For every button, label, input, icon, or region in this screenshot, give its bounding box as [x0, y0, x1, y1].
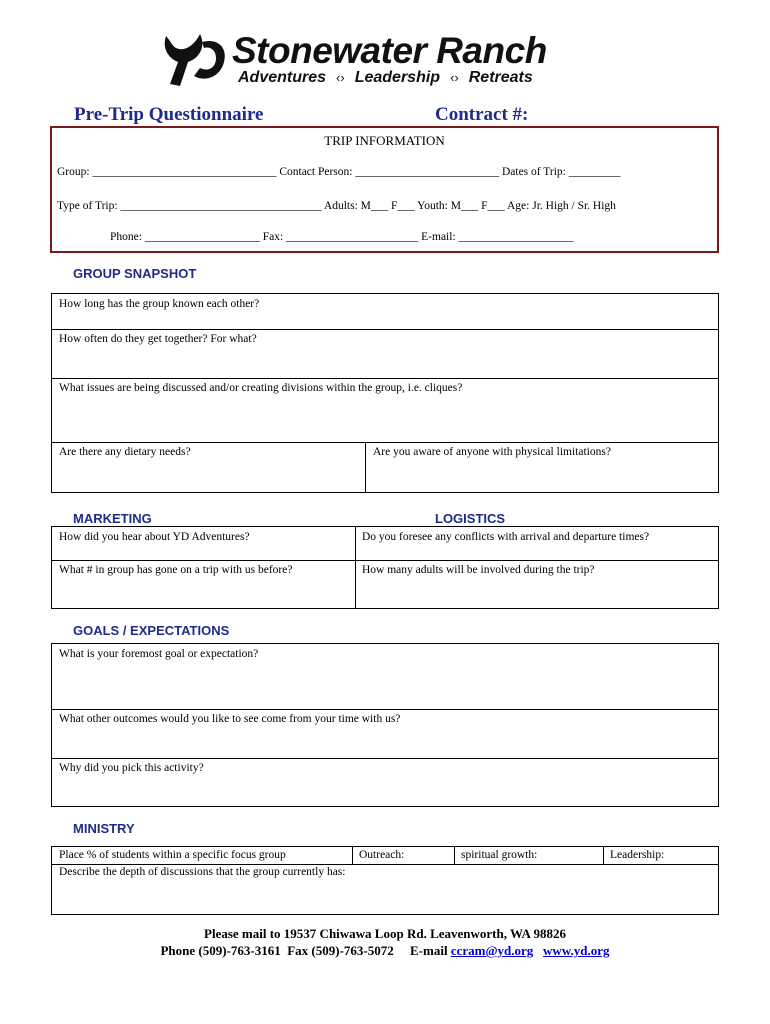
ministry-focus-group: Place % of students within a specific focus group: [59, 849, 286, 861]
marketing-title: MARKETING: [73, 511, 152, 526]
bullet-icon: ‹›: [336, 70, 345, 85]
question-discussion-depth[interactable]: Describe the depth of discussions that the group currently has:: [59, 866, 346, 878]
page-title: Pre-Trip Questionnaire: [74, 104, 264, 125]
tagline-adventures: Adventures: [238, 69, 327, 86]
ministry-outreach-field[interactable]: Outreach:: [359, 849, 405, 861]
trip-information-box: [50, 126, 719, 253]
footer-website-link[interactable]: www.yd.org: [543, 943, 610, 958]
footer-email-label: E-mail: [410, 943, 448, 958]
logo-tagline: [238, 69, 533, 87]
goals-table: [51, 643, 719, 807]
question-known-each-other[interactable]: How long has the group known each other?: [59, 298, 260, 310]
contract-number-label: Contract #:: [435, 104, 529, 125]
bullet-icon: ‹›: [450, 70, 459, 85]
goals-title: GOALS / EXPECTATIONS: [73, 623, 230, 638]
question-why-activity[interactable]: Why did you pick this activity?: [59, 762, 204, 774]
trip-line-group[interactable]: Group: ________________________________ Contact Person: _________________________ Dates of Trip: _________: [57, 166, 621, 178]
footer-mailing-address: Please mail to 19537 Chiwawa Loop Rd. Leavenworth, WA 98826: [204, 926, 566, 941]
marketing-logistics-table: [51, 526, 719, 609]
ministry-title: MINISTRY: [73, 821, 135, 836]
logistics-title: LOGISTICS: [435, 511, 506, 526]
trip-line-contact[interactable]: Phone: ____________________ Fax: _______________________ E-mail: ____________________: [110, 231, 574, 243]
question-other-outcomes[interactable]: What other outcomes would you like to see come from your time with us?: [59, 713, 401, 725]
ministry-spiritual-growth-field[interactable]: spiritual growth:: [461, 849, 538, 861]
trip-information-title: TRIP INFORMATION: [324, 133, 445, 148]
trip-line-type[interactable]: Type of Trip: ___________________________________ Adults: M___ F___ Youth: M___ F___ Age: Jr. High / Sr. High: [57, 200, 616, 212]
tagline-retreats: Retreats: [468, 69, 533, 86]
question-dietary[interactable]: Are there any dietary needs?: [59, 446, 191, 458]
question-issues[interactable]: What issues are being discussed and/or creating divisions within the group, i.e. cliques?: [59, 382, 463, 394]
question-how-often[interactable]: How often do they get together? For what?: [59, 333, 257, 345]
ministry-table: [51, 846, 719, 915]
question-foremost-goal[interactable]: What is your foremost goal or expectation?: [59, 648, 259, 660]
question-physical[interactable]: Are you aware of anyone with physical limitations?: [373, 446, 611, 458]
question-hear-about[interactable]: How did you hear about YD Adventures?: [59, 531, 250, 543]
group-snapshot-title: GROUP SNAPSHOT: [73, 266, 197, 281]
footer-email-link[interactable]: ccram@yd.org: [450, 943, 534, 958]
footer-phone: Phone (509)-763-3161: [160, 943, 281, 958]
tagline-leadership: Leadership: [354, 69, 441, 86]
logo-brand-name: Stonewater Ranch: [232, 30, 547, 71]
footer-contact-line: [0, 943, 770, 959]
question-gone-before[interactable]: What # in group has gone on a trip with us before?: [59, 564, 293, 576]
ministry-leadership-field[interactable]: Leadership:: [610, 849, 665, 861]
footer-fax: Fax (509)-763-5072: [287, 943, 394, 958]
question-adults-involved[interactable]: How many adults will be involved during the trip?: [362, 564, 595, 576]
group-snapshot-table: [51, 293, 719, 493]
question-arrival-conflicts[interactable]: Do you foresee any conflicts with arrival and departure times?: [362, 531, 650, 543]
yd-logo-mark-icon: [160, 28, 230, 90]
